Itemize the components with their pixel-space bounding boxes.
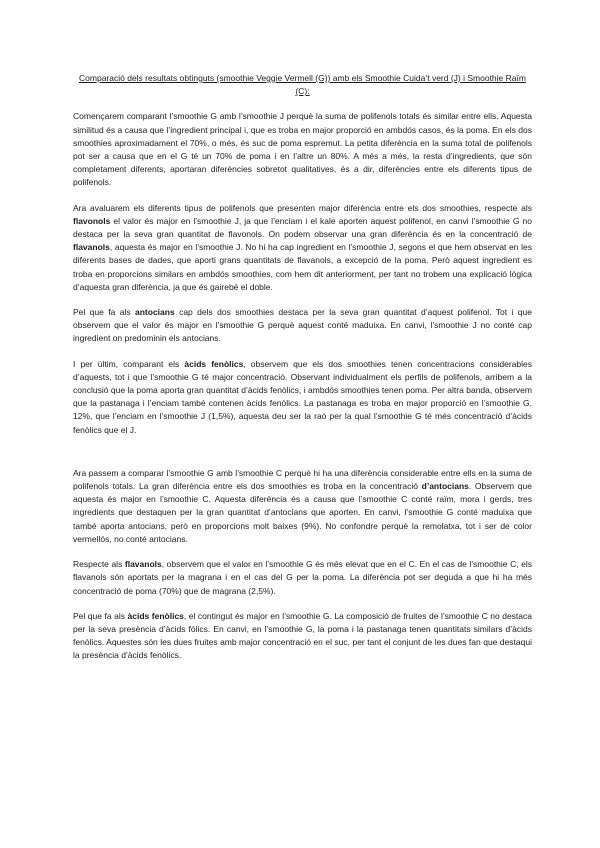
paragraph-4-text-a: I per últim, comparant els [73, 358, 185, 369]
paragraph-3-text-c: cap dels dos smoothies destaca per la seva gran quantitat d’aquest polifenol. Tot i que observem que el valor és major en l’smoothie G perquè aquest conté maduixa. En canvi, l’smoothie J no conté cap ingredient on predominin els antocians. [73, 307, 532, 344]
term-flavanols: flavanols [73, 242, 110, 253]
paragraph-7-text-c: , el contingut és major en l’smoothie G. La composició de fruites de l’smoothie C no destaca per la seva presència d’àcids fòlics. En canvi, en l’smoothie G, la poma i la pastanaga tenen quantitats similars d’àcids fenòlics. Aquestes són les dues fruites amb major concentració en el suc, per tant el conjunt de les dues fan que destaqui la presència d’àcids fenòlics. [73, 610, 533, 661]
paragraph-2-text-d: , aquesta és major en l’smoothie J. No hi ha cap ingredient en l’smoothie J, segons el que hem observat en les diferents bases de dades, que aporti grans quantitats de flavanols, a excepció de la poma. Però aquest ingredient es troba en proporcions similars en ambdós smoothies, com hem dit anteriorment, per tant no trobem una explicació lògica d’aquesta gran diferència, ja que és gairebé el doble. [73, 242, 532, 292]
paragraph-2-text-a: Ara avaluarem els diferents tipus de polifenols que presenten major diferència entre els dos smoothies, respecte als [73, 202, 532, 213]
term-antocians: antocians [135, 307, 175, 318]
term-flavonols: flavonols [73, 215, 111, 226]
paragraph-7 [73, 610, 532, 663]
term-flavanols-2: flavanols [124, 559, 162, 570]
paragraph-2-text-c: el valor és major en l’smoothie J, ja que l’enciam i el kale aporten aquest polifenol, en canvi l’smoothie G no destaca per la seva gran quantitat de flavonols. On podem observar una gran diferència és en la concentració de [73, 215, 532, 240]
term-acids-fenolics-2: àcids fenòlics [127, 610, 184, 621]
term-acids-fenolics: àcids fenòlics [184, 358, 244, 369]
paragraph-3 [73, 306, 532, 346]
document-title: Comparació dels resultats obtinguts (smoothie Veggie Vermell (G)) amb els Smoothie Cuida’t verd (J) i Smoothie Raïm (C): [79, 73, 526, 97]
paragraph-6 [73, 558, 532, 598]
paragraph-5-text-a: Ara passem a comparar l’smoothie G amb l’smoothie C perquè hi ha una diferència considerable entre ells en la suma de polifenols totals. La gran diferència entre els dos smoothies es troba en la concentració [73, 467, 532, 492]
paragraph-4-text-c: , observem que els dos smoothies tenen concentracions considerables d’aquests, tot i que l’smoothie G té major concentració. Observant individualment els perfils de polifenols, arribem a la conclusió que la poma aporta gran quantitat d’àcids fenòlics, i ambdós smoothies tenen poma. Per altra banda, observem que la pastanaga i l’enciam també contenen àcids fenòlics. La pastanaga es troba en major proporció en l’smoothie G, 12%, que l’enciam en l’smoothie J (1,5%), aquesta deu ser la raó per la qual l’smoothie G té més concentració d’àcids fenòlics que el J. [73, 358, 532, 435]
term-dantocians: d’antocians [421, 481, 469, 492]
document-page [73, 72, 532, 675]
paragraph-4 [73, 358, 532, 437]
paragraph-6-text-a: Respecte als [73, 559, 125, 570]
paragraph-5-text-c: . Observem que aquesta és major en l’smoothie C. Aquesta diferència és a causa que l’smoothie C conté raïm, mora i gerds, tres ingredients que destaquen per la gran quantitat d’antocians que aporten. En canvi, l’smoothie G conté maduixa que també aporta antocians, però en proporcions molt baixes (9%). No confondre perquè la remolatxa, tot i ser de color vermellós, no conté antocians. [73, 481, 532, 544]
paragraph-6-text-c: , observem que el valor en l’smoothie G és més elevat que en el C. En el cas de l’smoothie C, els flavanols són aportats per la magrana i en el cas del G per la poma. La diferència pot ser deguda a que hi ha més concentració de poma (70%) que de magrana (2,5%). [73, 559, 532, 596]
paragraph-2 [73, 202, 532, 294]
paragraph-3-text-a: Pel que fa als [73, 307, 135, 318]
paragraph-5 [73, 467, 532, 546]
paragraph-1: Començarem comparant l’smoothie G amb l’smoothie J perquè la suma de polifenols totals és similar entre ells. Aquesta similitud és a causa que l’ingredient principal i, que es troba en major proporció en ambdós casos, és la poma. En els dos smoothies aproximadament el 70%, o més, és suc de poma espremut. La petita diferència en la suma total de polifenols pot ser a causa que en el G té un 70% de poma i en l’altre un 80%. A més a més, la resta d’ingredients, que són completament diferents, aportaran diferències sobretot qualitatives, és a dir, diferències entre els diferents tipus de polifenols. [73, 111, 532, 188]
paragraph-7-text-a: Pel que fa als [73, 610, 128, 621]
